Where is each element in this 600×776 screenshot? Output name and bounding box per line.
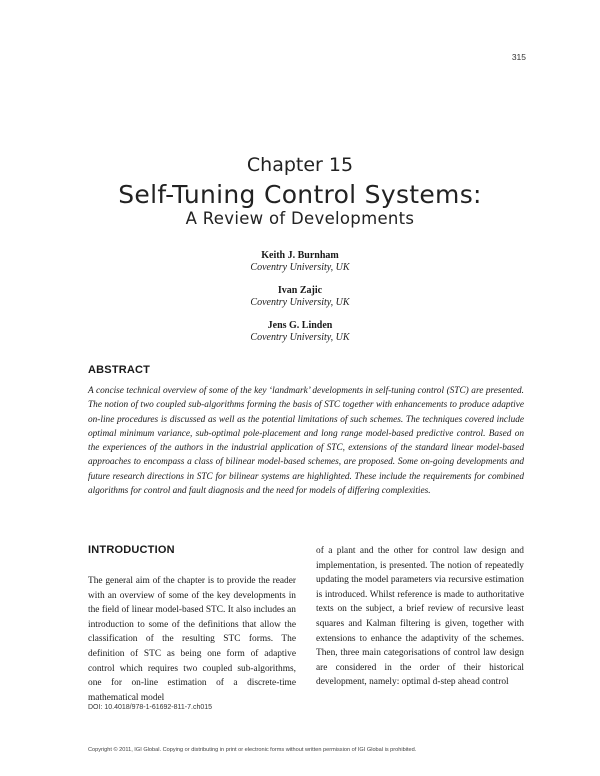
author-block <box>0 320 600 344</box>
author-affiliation: Coventry University, UK <box>250 297 350 308</box>
abstract-text: A concise technical overview of some of the key ‘landmark’ developments in self-tuning control (STC) are presented. The notion of two coupled sub-algorithms forming the basis of STC together with enhancements to produce adaptive on-line procedures is discussed as well as the potential limitations of such schemes. The techniques covered include optimal minimum variance, sub-optimal pole-placement and long range model-based predictive control. Based on the experiences of the authors in the industrial application of STC, extensions of the standard linear model-based approaches to encompass a class of bilinear model-based schemes, are proposed. Some on-going developments and future research directions in STC for bilinear systems are highlighted. These include the requirements for combined algorithms for control and fault diagnosis and the need for models of differing complexities. <box>88 386 524 497</box>
author-name: Keith J. Burnham <box>261 250 339 261</box>
introduction-left-column: The general aim of the chapter is to provide the reader with an overview of some of the key developments in the field of linear model-based STC. It also includes an introduction to some of the definitions that allow the classification of the resulting STC forms. The definition of STC as being one form of adaptive control which requires two coupled sub-algorithms, one for on-line estimation of a discrete-time mathematical model <box>88 576 296 703</box>
author-block <box>0 250 600 274</box>
copyright-notice: Copyright © 2011, IGI Global. Copying or distributing in print or electronic forms without written permission of IGI Global is prohibited. <box>88 747 417 753</box>
author-affiliation: Coventry University, UK <box>250 262 350 273</box>
chapter-title: Self-Tuning Control Systems: <box>118 180 482 209</box>
page-number: 315 <box>511 52 526 62</box>
doi: DOI: 10.4018/978-1-61692-811-7.ch015 <box>88 704 213 711</box>
chapter-subtitle: A Review of Developments <box>185 209 415 228</box>
author-affiliation: Coventry University, UK <box>250 332 350 343</box>
author-name: Ivan Zajic <box>277 285 323 296</box>
author-name: Jens G. Linden <box>267 320 333 331</box>
chapter-label: Chapter 15 <box>246 154 354 176</box>
introduction-right-column: of a plant and the other for control law design and implementation, is presented. The notion of repeatedly updating the model parameters via recursive estimation is introduced. Whilst reference is made to authoritative texts on the subject, a brief review of recursive least squares and Kalman filtering is given, together with extensions to enhance the adaptivity of the schemes. Then, three main categorisations of control law design are considered in the order of their historical development, namely: optimal d-step ahead control <box>316 546 524 688</box>
author-block <box>0 285 600 309</box>
abstract-heading: ABSTRACT <box>88 364 151 376</box>
introduction-heading: INTRODUCTION <box>88 544 175 556</box>
